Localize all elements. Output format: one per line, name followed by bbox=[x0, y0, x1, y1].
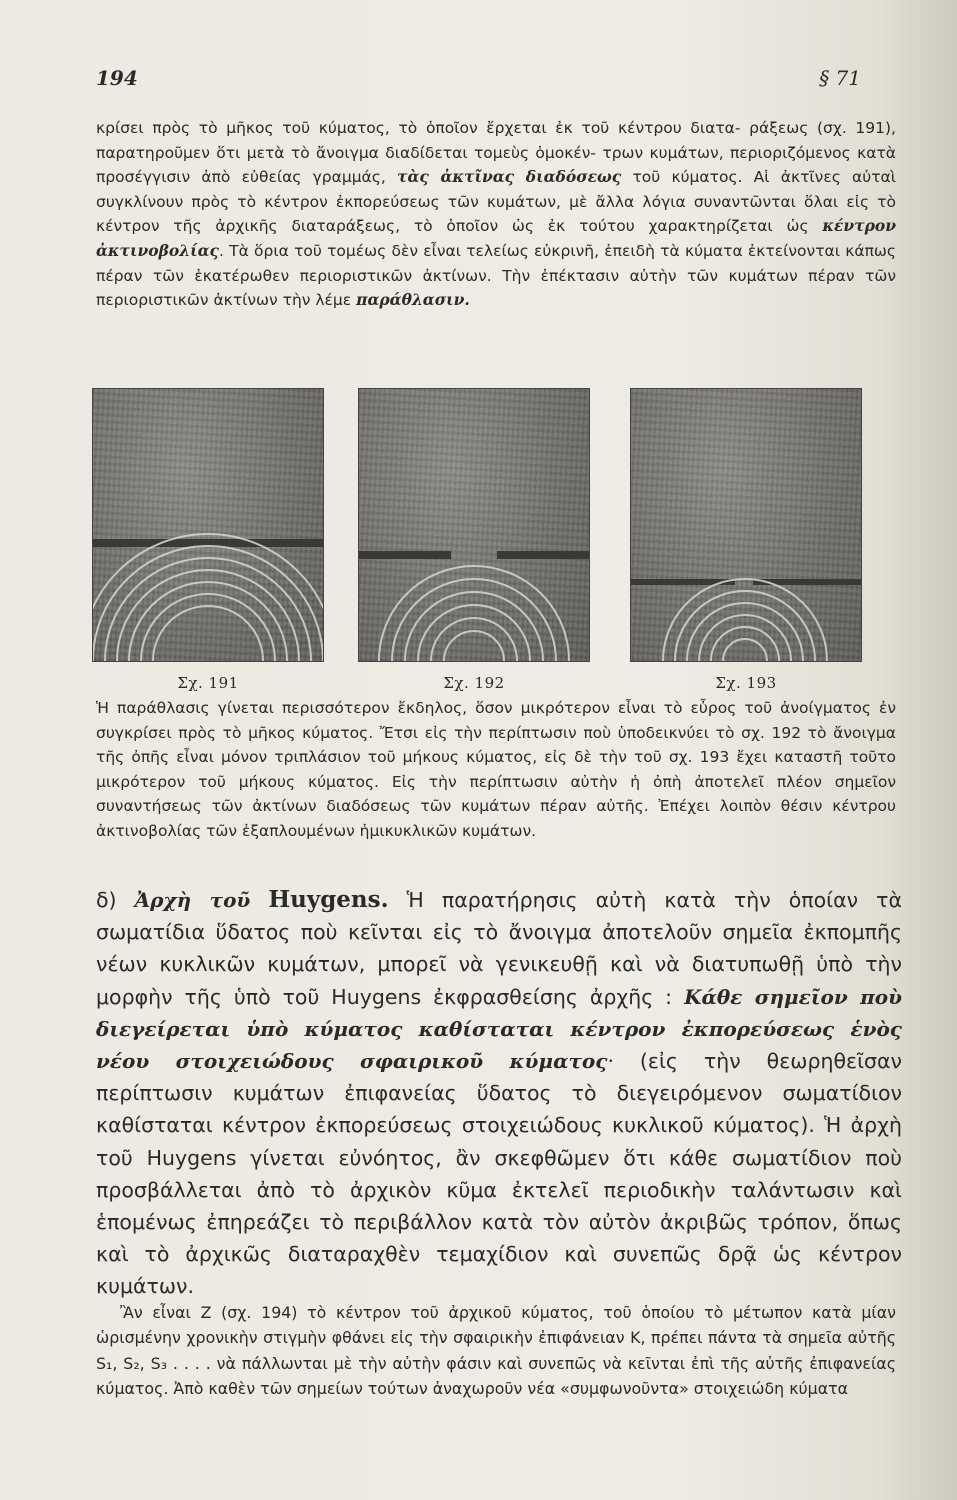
section-number: § 71 bbox=[819, 66, 861, 90]
middle-paragraph-text: Ἡ παράθλασις γίνεται περισσότερον ἔκδηλος, ὅσον μικρότερον εἶναι τὸ εὖρος τοῦ ἀνοίγματος ἐν συγκρίσει πρὸς τὸ μῆκος κύματος. Ἔτσι εἰς τὴν περίπτωσιν ποὺ ὑποδεικνύει τὸ σχ. 192 τὸ ἄνοιγμα τῆς ὀπῆς εἶναι μόνον τριπλάσιον τοῦ μήκους κύματος, εἰς δὲ τὴν τοῦ σχ. 193 ἔχει καταστῆ τοῦτο μικρότερον τοῦ μήκους κύματος. Εἰς τὴν περίπτωσιν αὐτὴν ἡ ὀπὴ ἀποτελεῖ πλέον σημεῖον συναντήσεως τῶν ἀκτίνων διαδόσεως τῶν κυμάτων πέραν αὐτῆς. Ἐπέχει λοιπὸν θέσιν κέντρου ἀκτινοβολίας τῶν ἐξαπλουμένων ἡμικυκλικῶν κυμάτων. bbox=[96, 699, 896, 840]
top-paragraph bbox=[96, 116, 896, 313]
huygens-text-2: · (εἰς τὴν θεωρηθεῖσαν περίπτωσιν κυμάτων ἐπιφανείας ὕδατος τὸ διεγειρόμενον σωματίδιον καθίσταται κέντρον ἐκπορεύσεως στοιχειώδους κυκλικοῦ κύματος). Ἡ ἀρχὴ τοῦ Huygens γίνεται εὐνόητος, ἂν σκεφθῶμεν ὅτι κάθε σωματίδιον ποὺ προσβάλλεται ἀπὸ τὸ ἀρχικὸν κῦμα ἐκτελεῖ περιοδικὴν ταλάντωσιν καὶ ἑπομένως ἐπηρεάζει τὸ περιβάλλον κατὰ τὸν αὐτὸν ἀκριβῶς τρόπον, ὅπως καὶ τὸ ἀρχικῶς διαταραχθὲν τεμαχίδιον καὶ συνεπῶς δρᾷ ὡς κέντρον κυμάτων. bbox=[96, 1049, 902, 1299]
figure-191-caption: Σχ. 191 bbox=[177, 674, 239, 692]
top-text-continued-1: τοῦ κύματος. Αἱ ἀκτῖνες αὐταὶ συγκλίνουν πρὸς τὸ κέντρον ἐκπορεύσεως τῶν κυμάτων, μὲ ἄλλα λόγια συναντῶνται ὅλαι εἰς τὸ κέντρον τῆς ἀρχικῆς διαταράξεως, τὸ ὁποῖον ὡς ἐκ τούτου χαρακτηρίζεται ὡς bbox=[96, 168, 896, 236]
figure-193-caption: Σχ. 193 bbox=[715, 674, 777, 692]
huygens-lead: δ) bbox=[96, 888, 135, 912]
figure-192-caption: Σχ. 192 bbox=[443, 674, 505, 692]
term-diffraction: παράθλασιν. bbox=[356, 290, 470, 310]
page-header bbox=[96, 66, 861, 96]
figure-192 bbox=[358, 388, 590, 692]
figure-192-photo bbox=[358, 388, 590, 662]
huygens-title-italic: Ἀρχὴ τοῦ bbox=[134, 888, 251, 912]
term-radiation-center: κέντρον ἀκτινοβολίας bbox=[96, 216, 896, 260]
middle-paragraph bbox=[96, 696, 896, 844]
top-line-2: ράξεως (σχ. 191), παρατηροῦμεν ὅτι μετὰ τὸ ἄνοιγμα διαδίδεται τομεὺς ὁμοκέν- bbox=[96, 119, 896, 162]
figure-191 bbox=[92, 388, 324, 692]
end-paragraph-text: Ἂν εἶναι Ζ (σχ. 194) τὸ κέντρον τοῦ ἀρχικοῦ κύματος, τοῦ ὁποίου τὸ μέτωπον κατὰ μίαν ὡρισμένην χρονικὴν στιγμὴν φθάνει εἰς τὴν σφαιρικὴν ἐπιφάνειαν Κ, πρέπει πάντα τὰ σημεῖα αὐτῆς S₁, S₂, S₃ . . . . νὰ πάλλωνται μὲ τὴν αὐτὴν φάσιν καὶ συνεπῶς νὰ κεῖνται ἐπὶ τῆς αὐτῆς ἐπιφανείας κύματος. Ἀπὸ καθὲν τῶν σημείων τούτων ἀναχωροῦν νέα «συμφωνοῦντα» στοιχειώδη κύματα bbox=[96, 1303, 896, 1399]
end-paragraph bbox=[96, 1300, 896, 1402]
huygens-principle: Κάθε σημεῖον ποὺ διεγείρεται ὑπὸ κύματος καθίσταται κέντρον ἐκπορεύσεως ἑνὸς νέου στοιχειώδους σφαιρικοῦ κύματος bbox=[96, 984, 902, 1074]
figure-191-photo bbox=[92, 388, 324, 662]
term-rays: τὰς ἀκτῖνας διαδόσεως bbox=[397, 167, 622, 187]
top-line-3: τρων κυμάτων, περιοριζόμενος κατὰ προσέγγισιν ἀπὸ εὐθείας γραμμάς, bbox=[96, 143, 896, 187]
huygens-text-1: Ἡ παρατήρησις αὐτὴ κατὰ τὴν ὁποίαν τὰ σωματίδια ὕδατος ποὺ κεῖνται εἰς τὸ ἄνοιγμα ἀποτελοῦν σημεῖα ἐκπομπῆς νέων κυκλικῶν κυμάτων, μπορεῖ νὰ γενικευθῇ καὶ νὰ διατυπωθῇ ὑπὸ τὴν μορφὴν τῆς ὑπὸ τοῦ Huygens ἐκφρασθείσης ἀρχῆς : bbox=[96, 888, 902, 1009]
figure-193-photo bbox=[630, 388, 862, 662]
top-line-1: κρίσει πρὸς τὸ μῆκος τοῦ κύματος, τὸ ὁποῖον ἔρχεται ἐκ τοῦ κέντρου διατα- bbox=[96, 119, 741, 137]
top-text-continued-2: . Τὰ ὅρια τοῦ τομέως δὲν εἶναι τελείως εὐκρινῆ, ἐπειδὴ τὰ κύματα ἐκτείνονται κάπως πέραν τῶν ἑκατέρωθεν περιοριστικῶν ἀκτίνων. Τὴν ἐπέκτασιν αὐτὴν τῶν κυμάτων πέραν τῶν περιοριστικῶν ἀκτίνων τὴν λέμε bbox=[96, 241, 896, 310]
figures-row bbox=[92, 388, 902, 692]
page-number: 194 bbox=[96, 66, 138, 90]
figure-193 bbox=[630, 388, 862, 692]
huygens-section bbox=[96, 884, 902, 1303]
huygens-title-name: Huygens. bbox=[268, 886, 389, 913]
